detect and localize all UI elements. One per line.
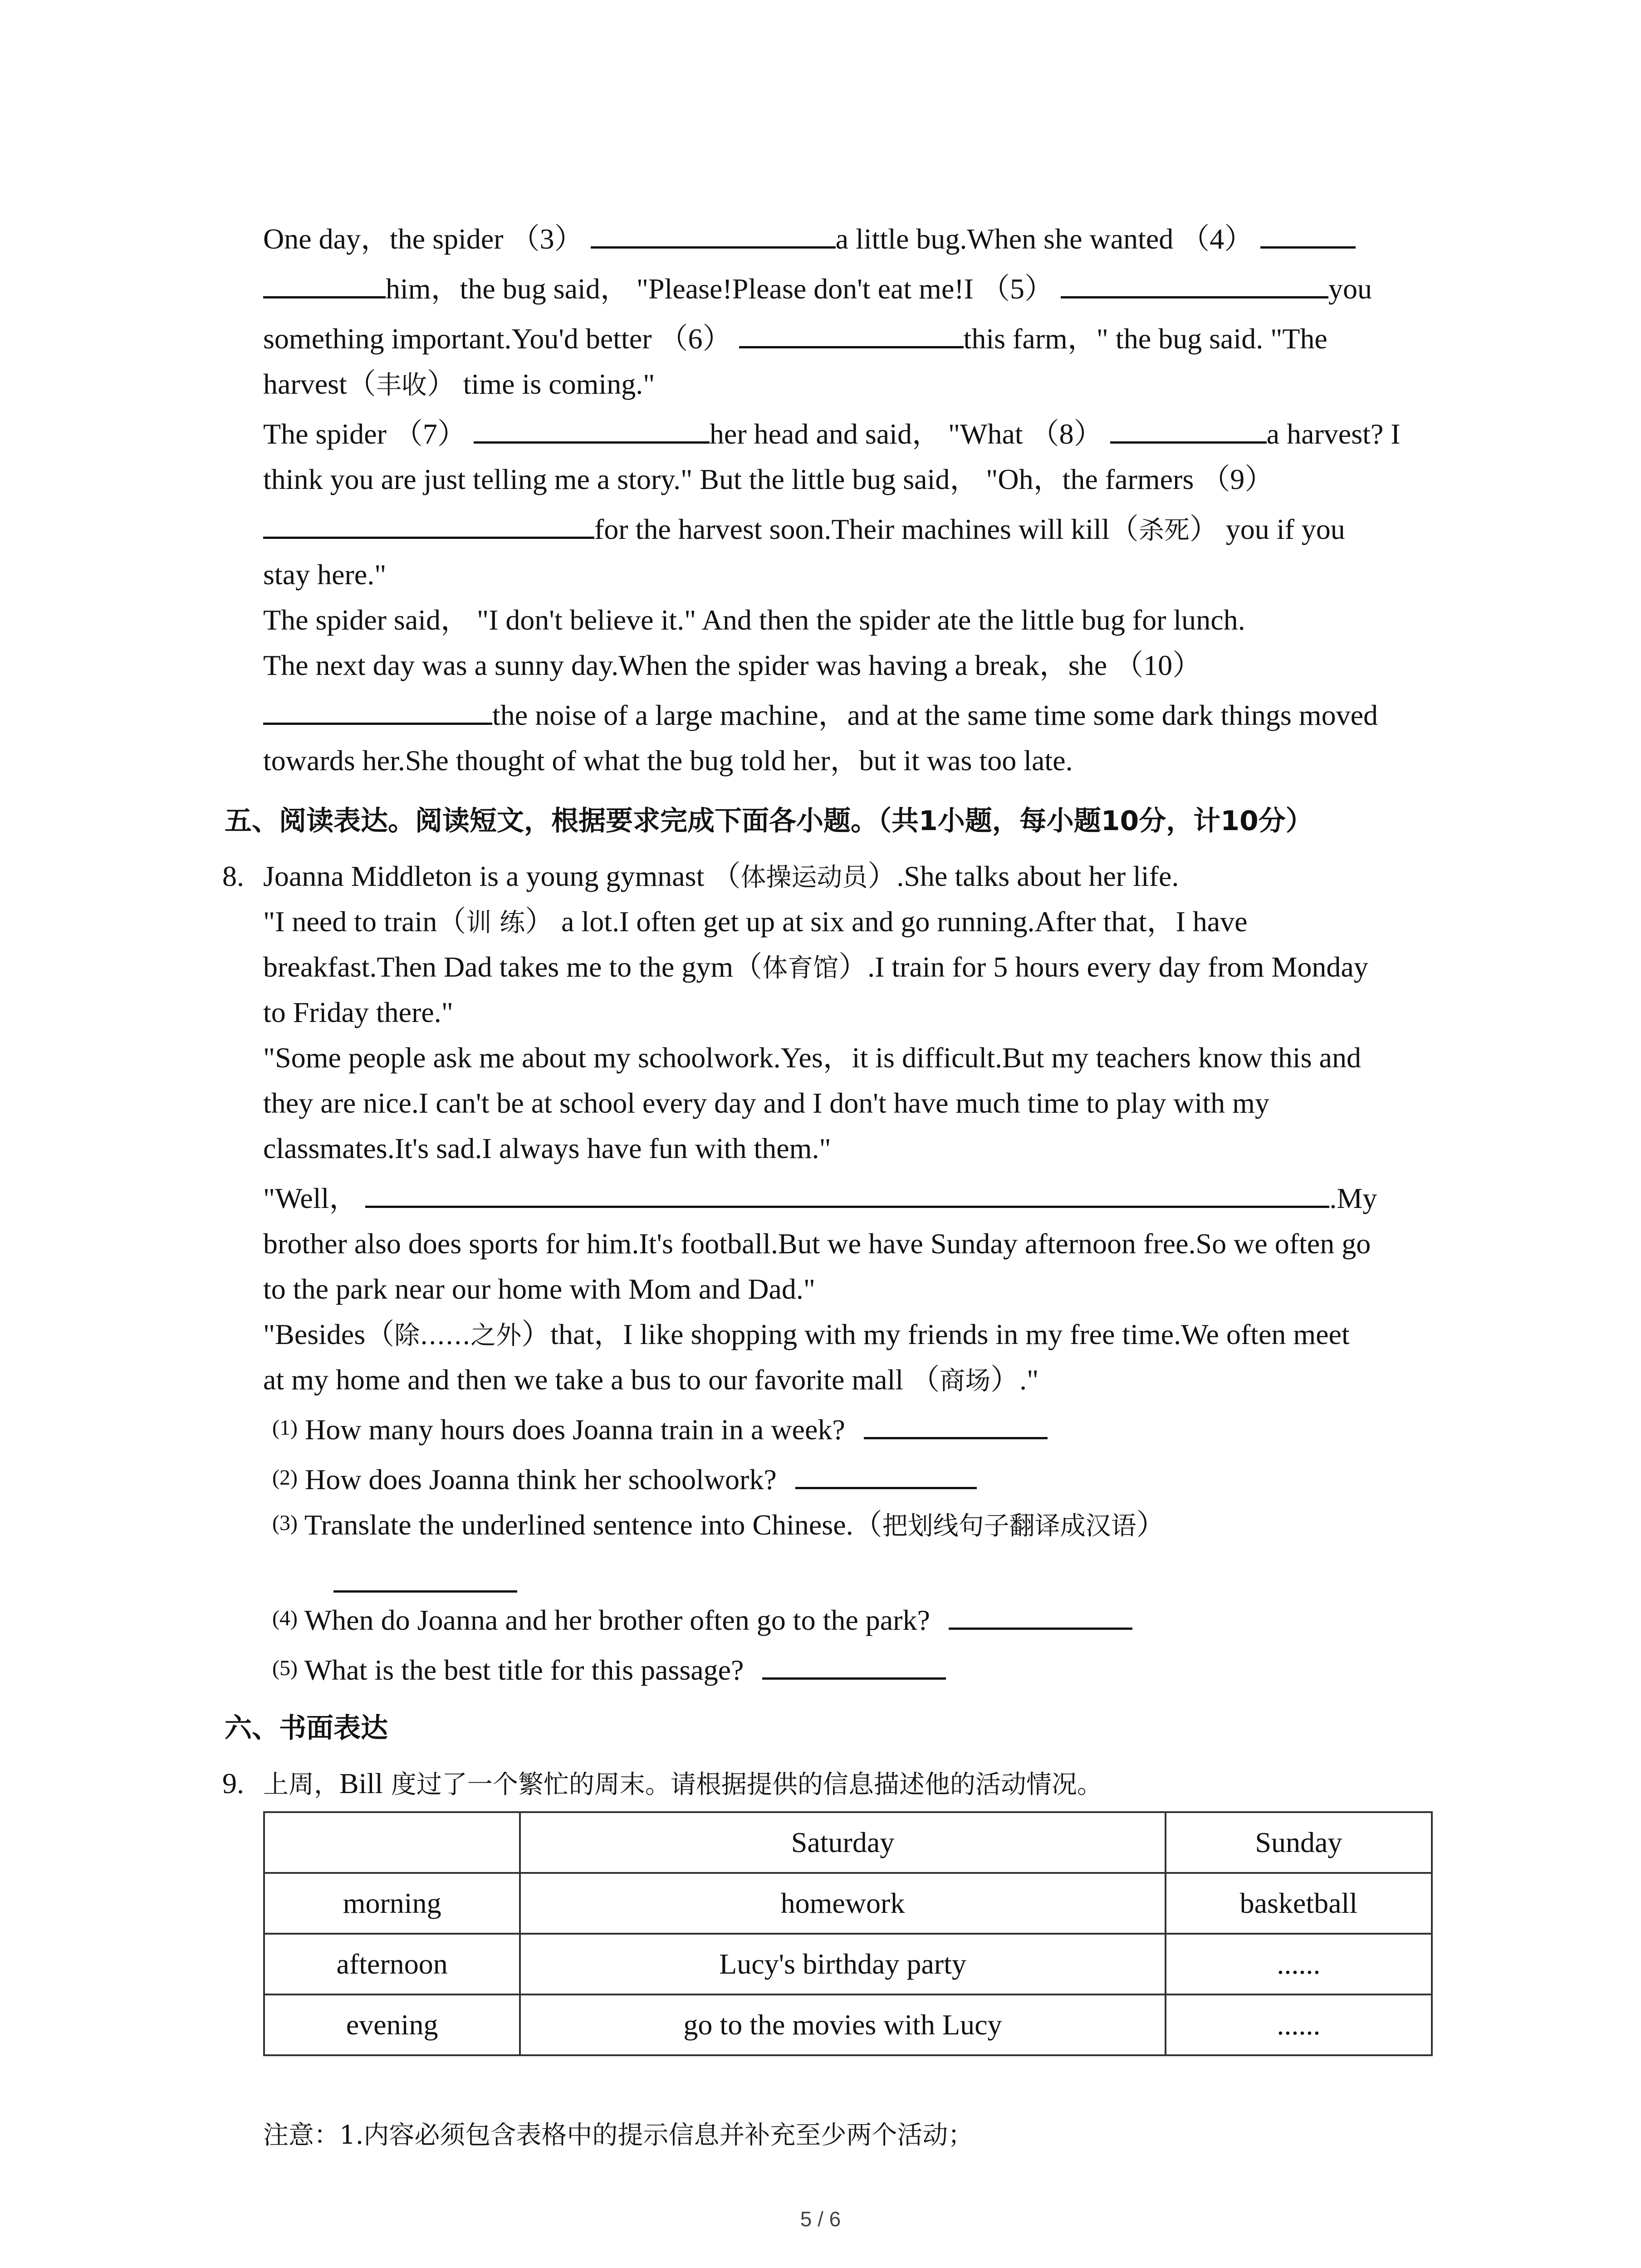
table-header-cell: Saturday xyxy=(520,1812,1165,1873)
reading-line-2 xyxy=(263,907,1248,936)
reading-text: to Friday there." xyxy=(263,996,453,1028)
table-cell: ...... xyxy=(1166,1934,1432,1994)
section-6-heading: 六、书面表达 xyxy=(225,1712,388,1744)
reading-text: ） a lot.I often get up at six and go running.After that，I have xyxy=(525,905,1248,938)
cloze-text: One day，the spider （3） xyxy=(263,223,583,255)
reading-text: ）.I train for 5 hours every day from Monday xyxy=(838,951,1368,983)
cloze-line-7 xyxy=(263,515,1345,544)
cloze-text: for the harvest soon.Their machines will kill（ xyxy=(594,513,1139,545)
cloze-text: this farm，" the bug said. "The xyxy=(963,323,1327,355)
reading-gloss: 商场 xyxy=(940,1366,991,1396)
page-number: 5 / 6 xyxy=(800,2207,841,2231)
table-cell: Lucy's birthday party xyxy=(520,1934,1165,1994)
prompt-text: 度过了一个繁忙的周末。请根据提供的信息描述他的活动情况。 xyxy=(383,1770,1102,1799)
cloze-line-11 xyxy=(263,701,1378,730)
reading-text: classmates.It's sad.I always have fun with them." xyxy=(263,1132,831,1164)
reading-line-9 xyxy=(263,1229,1371,1258)
answer-blank-q4[interactable] xyxy=(949,1627,1132,1630)
table-cell: basketball xyxy=(1166,1873,1432,1934)
subquestion-gloss: 把划线句子翻译成汉语 xyxy=(882,1511,1136,1541)
answer-blank-q1[interactable] xyxy=(864,1437,1048,1439)
cloze-line-9 xyxy=(263,606,1245,635)
table-cell: homework xyxy=(520,1873,1165,1934)
underlined-sentence-blank[interactable] xyxy=(365,1205,1329,1208)
reading-text: "Besides（ xyxy=(263,1318,395,1350)
cloze-line-1 xyxy=(263,225,1356,254)
answer-blank-4b[interactable] xyxy=(263,296,386,298)
subquestion-number: (1) xyxy=(272,1416,298,1440)
cloze-text: ） you if you xyxy=(1189,513,1345,545)
subquestion-text: What is the best title for this passage? xyxy=(304,1654,744,1686)
reading-text: ）." xyxy=(990,1364,1039,1396)
subquestion-number: (5) xyxy=(272,1656,298,1680)
reading-text: to the park near our home with Mom and Dad." xyxy=(263,1273,815,1305)
table-cell: afternoon xyxy=(264,1934,520,1994)
cloze-text: harvest（ xyxy=(263,368,376,400)
subquestion-text: How does Joanna think her schoolwork? xyxy=(304,1463,777,1496)
prompt-name: Bill xyxy=(339,1767,383,1799)
cloze-line-6 xyxy=(263,465,1274,494)
reading-gloss: 除……之外 xyxy=(394,1321,522,1350)
cloze-line-3 xyxy=(263,324,1327,353)
reading-line-12 xyxy=(263,1365,1038,1394)
table-header-cell: Sunday xyxy=(1166,1812,1432,1873)
subquestion-5 xyxy=(272,1656,946,1685)
subquestion-text: How many hours does Joanna train in a week? xyxy=(304,1413,845,1446)
reading-line-11 xyxy=(263,1320,1350,1349)
cloze-line-12 xyxy=(263,746,1073,775)
answer-blank-9[interactable] xyxy=(263,536,594,539)
subquestion-text: When do Joanna and her brother often go to the park? xyxy=(304,1604,930,1636)
subquestion-number: (3) xyxy=(272,1511,298,1535)
subquestion-3 xyxy=(272,1510,1166,1540)
subquestion-1 xyxy=(272,1415,1048,1444)
reading-line-4 xyxy=(263,998,453,1027)
table-header-row xyxy=(264,1812,1432,1873)
subquestion-text: Translate the underlined sentence into Chinese.（ xyxy=(304,1509,882,1541)
prompt-text: 上周， xyxy=(263,1770,339,1799)
cloze-text: you xyxy=(1328,273,1372,305)
table-cell: go to the movies with Lucy xyxy=(520,1994,1165,2055)
cloze-line-4 xyxy=(263,370,655,399)
question-number-8: 8. xyxy=(222,860,244,892)
subquestion-number: (2) xyxy=(272,1466,298,1490)
reading-text: Joanna Middleton is a young gymnast （ xyxy=(263,860,741,892)
reading-text: "Well， xyxy=(263,1182,358,1214)
reading-gloss: 体操运动员 xyxy=(740,863,868,892)
table-row xyxy=(264,1994,1432,2055)
cloze-text: The spider （7） xyxy=(263,418,466,450)
reading-line-8 xyxy=(263,1184,1377,1213)
answer-blank-6[interactable] xyxy=(739,346,964,348)
reading-text: "Some people ask me about my schoolwork.Yes，it is difficult.But my teachers know this and xyxy=(263,1041,1361,1074)
table-header-cell xyxy=(264,1812,520,1873)
reading-line-1 xyxy=(263,862,1179,891)
cloze-text: stay here." xyxy=(263,558,387,591)
answer-blank-q5[interactable] xyxy=(762,1677,946,1680)
cloze-gloss: 丰收 xyxy=(376,371,427,400)
cloze-text: something important.You'd better （6） xyxy=(263,323,732,355)
answer-blank-5[interactable] xyxy=(1061,296,1328,298)
reading-line-7 xyxy=(263,1134,831,1163)
answer-blank-7[interactable] xyxy=(474,441,710,444)
cloze-gloss: 杀死 xyxy=(1138,516,1190,545)
weekend-schedule-table xyxy=(263,1811,1433,2056)
reading-text: "I need to train（ xyxy=(263,905,466,938)
reading-gloss: 体育馆 xyxy=(762,953,839,983)
table-cell: ...... xyxy=(1166,1994,1432,2055)
subquestion-number: (4) xyxy=(272,1606,298,1630)
section-5-heading: 五、阅读表达。阅读短文，根据要求完成下面各小题。（共1小题，每小题10分，计10分） xyxy=(225,805,1313,837)
subquestion-4 xyxy=(272,1606,1132,1635)
writing-prompt xyxy=(263,1769,1102,1798)
reading-text: breakfast.Then Dad takes me to the gym（ xyxy=(263,951,763,983)
reading-line-6 xyxy=(263,1089,1269,1118)
answer-blank-3[interactable] xyxy=(591,246,836,249)
reading-text: they are nice.I can't be at school every day and I don't have much time to play with my xyxy=(263,1087,1269,1119)
cloze-text: the noise of a large machine，and at the same time some dark things moved xyxy=(492,699,1378,731)
question-number-9: 9. xyxy=(222,1767,244,1799)
table-row xyxy=(264,1873,1432,1934)
reading-text: brother also does sports for him.It's football.But we have Sunday afternoon free.So we often go xyxy=(263,1227,1371,1260)
reading-text: .My xyxy=(1329,1182,1377,1214)
cloze-text: towards her.She thought of what the bug told her，but it was too late. xyxy=(263,744,1073,777)
cloze-text: think you are just telling me a story." But the little bug said， "Oh，the farmers （9） xyxy=(263,463,1274,495)
reading-text: ）.She talks about her life. xyxy=(867,860,1179,892)
answer-blank-10[interactable] xyxy=(263,722,492,725)
table-cell: evening xyxy=(264,1994,520,2055)
answer-blank-8[interactable] xyxy=(1110,441,1267,444)
cloze-line-10 xyxy=(263,651,1201,680)
cloze-text: The spider said， "I don't believe it." And then the spider ate the little bug for lunch. xyxy=(263,604,1245,636)
cloze-text: ） time is coming." xyxy=(426,368,655,400)
table-row xyxy=(264,1934,1432,1994)
reading-text: ）that，I like shopping with my friends in my free time.We often meet xyxy=(521,1318,1350,1350)
answer-blank-q3[interactable] xyxy=(333,1590,517,1593)
reading-line-10 xyxy=(263,1275,815,1304)
subquestion-2 xyxy=(272,1465,977,1494)
answer-blank-q2[interactable] xyxy=(795,1486,977,1489)
reading-line-5 xyxy=(263,1043,1361,1072)
cloze-line-8 xyxy=(263,560,386,589)
reading-gloss: 训 练 xyxy=(466,908,525,938)
reading-text: at my home and then we take a bus to our favorite mall （ xyxy=(263,1364,940,1396)
cloze-text: a harvest? I xyxy=(1266,418,1401,450)
cloze-line-2 xyxy=(263,274,1372,303)
table-cell: morning xyxy=(264,1873,520,1934)
subquestion-text: ） xyxy=(1136,1509,1166,1541)
writing-note: 注意：1.内容必须包含表格中的提示信息并补充至少两个活动； xyxy=(263,2121,974,2150)
cloze-text: him，the bug said， "Please!Please don't eat me!I （5） xyxy=(386,273,1053,305)
cloze-line-5 xyxy=(263,420,1401,449)
reading-line-3 xyxy=(263,953,1368,982)
cloze-text: her head and said， "What （8） xyxy=(709,418,1103,450)
cloze-text: a little bug.When she wanted （4） xyxy=(835,223,1254,255)
answer-blank-4a[interactable] xyxy=(1260,246,1356,249)
cloze-text: The next day was a sunny day.When the spider was having a break，she （10） xyxy=(263,649,1202,681)
